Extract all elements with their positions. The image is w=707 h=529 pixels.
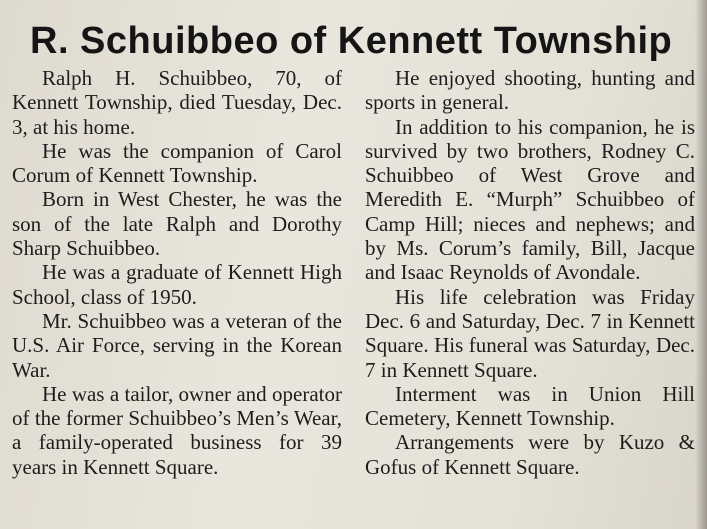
paragraph-military: Mr. Schuibbeo was a veteran of the U.S. Air Force, serving in the Korean War.	[12, 308, 342, 382]
paragraph-hobbies: He enjoyed shooting, hunting and sports in general.	[365, 66, 695, 115]
paragraph-birth: Born in West Chester, he was the son of the late Ralph and Dorothy Sharp Schuibbeo.	[12, 187, 342, 261]
paragraph-services: His life celebration was Friday Dec. 6 and Saturday, Dec. 7 in Kennett Square. His funeral was Saturday, Dec. 7 in Kennett Square.	[365, 284, 695, 382]
paragraph-interment: Interment was in Union Hill Cemetery, Kennett Township.	[365, 381, 695, 431]
page-edge-shadow	[695, 0, 707, 529]
paragraph-death-notice: Ralph H. Schuibbeo, 70, of Kennett Township, died Tuesday, Dec. 3, at his home.	[12, 66, 342, 139]
paragraph-education: He was a graduate of Kennett High School, class of 1950.	[12, 260, 342, 309]
headline: R. Schuibbeo of Kennett Township	[30, 20, 673, 62]
paragraph-companion: He was the companion of Carol Corum of Kennett Township.	[12, 138, 342, 188]
right-column	[365, 66, 695, 479]
paragraph-survivors: In addition to his companion, he is survived by two brothers, Rodney C. Schuibbeo of West Grove and Meredith E. “Murph” Schuibbeo of Camp Hill; nieces and nephews; and by Ms. Corum’s family, Bill, Jacque and Isaac Reynolds of Avondale.	[365, 114, 695, 285]
left-column	[12, 66, 342, 479]
paragraph-career: He was a tailor, owner and operator of the former Schuibbeo’s Men’s Wear, a family-operated business for 39 years in Kennett Square.	[12, 381, 342, 479]
paragraph-arrangements: Arrangements were by Kuzo & Gofus of Kennett Square.	[365, 430, 695, 479]
